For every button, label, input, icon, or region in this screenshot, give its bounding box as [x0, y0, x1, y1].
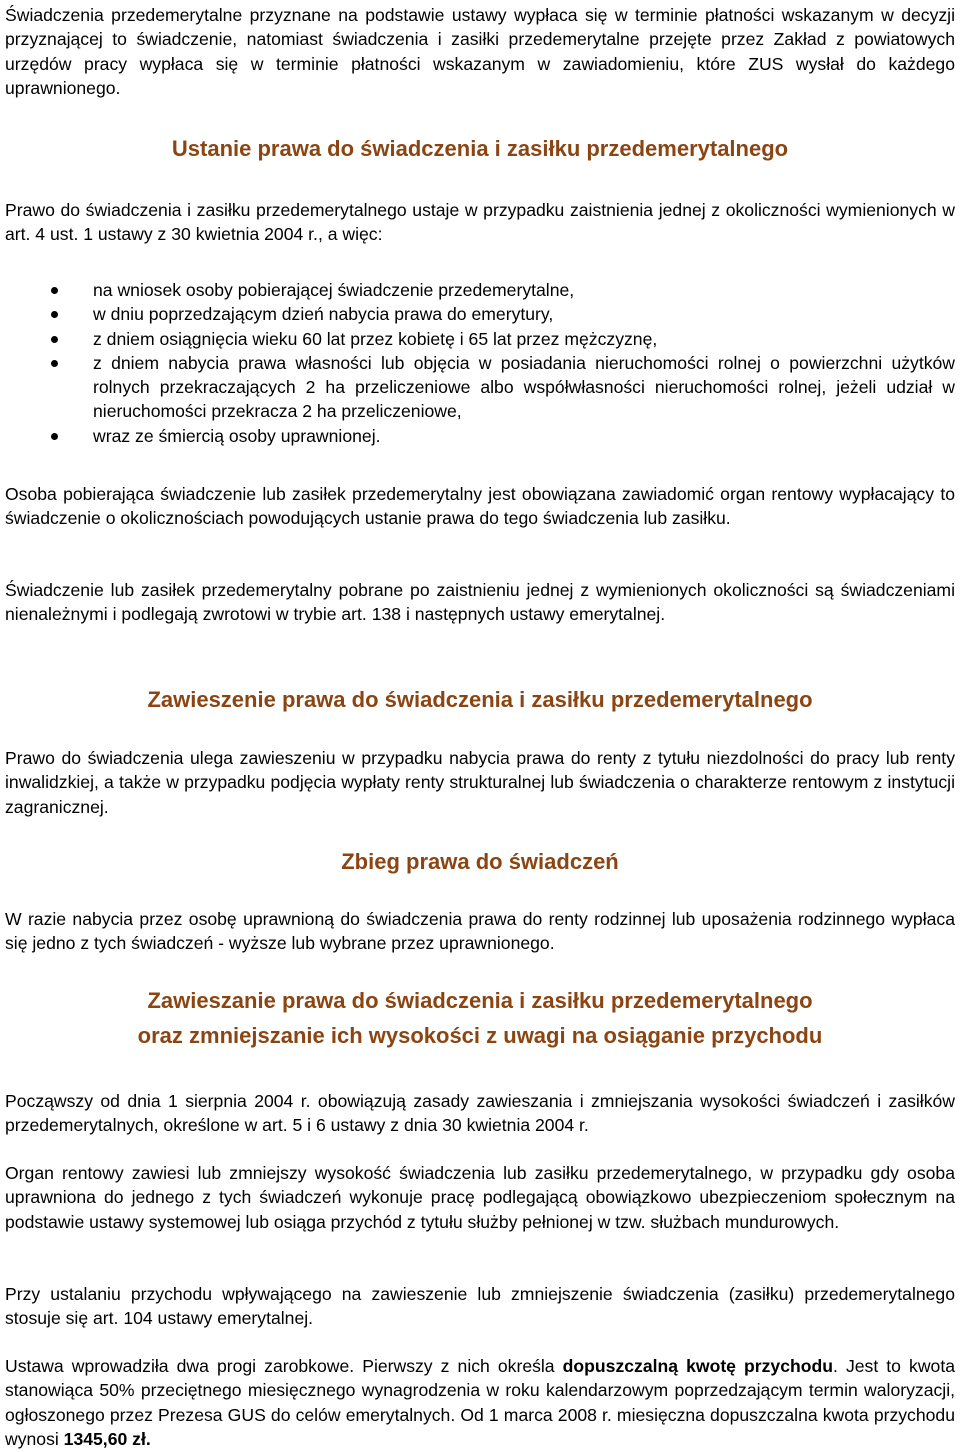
income-determination-paragraph: Przy ustalaniu przychodu wpływającego na zawieszenie lub zmniejszenie świadczenia (zasiłku) przedemerytalnego stosuje się art. 104 ustawy emerytalnej.: [5, 1284, 955, 1329]
income-thresholds-paragraph: [5, 1354, 955, 1451]
zawieszenie-paragraph: Prawo do świadczenia ulega zawieszeniu w przypadku nabycia prawa do renty z tytułu niezdolności do pracy lub renty inwalidzkiej, a także w przypadku podjęcia wypłaty renty strukturalnej lub świadczenia o charakterze rentowym z instytucji zagranicznej.: [5, 748, 955, 817]
rules-date-paragraph: Począwszy od dnia 1 sierpnia 2004 r. obowiązują zasady zawieszania i zmniejszania wysokości świadczeń i zasiłków przedemerytalnych, określone w art. 5 i 6 ustawy z dnia 30 kwietnia 2004 r.: [5, 1091, 955, 1136]
section-heading-zawieszanie-line2: oraz zmniejszanie ich wysokości z uwagi na osiąganie przychodu: [137, 1023, 823, 1048]
intro-paragraph: Świadczenia przedemerytalne przyznane na podstawie ustawy wypłaca się w terminie płatności wskazanym w decyzji przyznającej to świadczenie, natomiast świadczenia i zasiłki przedemerytalne przejęte przez Zakład z powiatowych urzędów pracy wypłaca się w terminie płatności wskazanym w zawiadomieniu, które ZUS wysłał do każdego uprawnionego.: [5, 5, 955, 98]
section-heading-zawieszenie: Zawieszenie prawa do świadczenia i zasiłku przedemerytalnego: [147, 687, 813, 712]
thresholds-text-1: Ustawa wprowadziła dwa progi zarobkowe. Pierwszy z nich określa: [5, 1356, 563, 1376]
allowed-income-amount: 1345,60 zł.: [63, 1428, 151, 1449]
section-heading-zawieszanie-line1: Zawieszanie prawa do świadczenia i zasiłku przedemerytalnego: [147, 988, 813, 1013]
bullet-icon: [51, 433, 58, 440]
list-item: [5, 302, 955, 326]
organ-rentowy-paragraph: Organ rentowy zawiesi lub zmniejszy wysokość świadczenia lub zasiłku przedemerytalnego, w przypadku gdy osoba uprawniona do jednego z tych świadczeń wykonuje pracę podlegającą obowiązkowo ubezpieczeniom społecznym na podstawie ustawy systemowej lub osiąga przychód z tytułu służby pełnionej w tzw. służbach mundurowych.: [5, 1163, 955, 1232]
list-item-text: na wniosek osoby pobierającej świadczenie przedemerytalne,: [93, 280, 575, 300]
bullet-icon: [51, 311, 58, 318]
zbieg-paragraph: W razie nabycia przez osobę uprawnioną do świadczenia prawa do renty rodzinnej lub uposażenia rodzinnego wypłaca się jedno z tych świadczeń - wyższe lub wybrane przez uprawnionego.: [5, 909, 955, 954]
allowed-income-term: dopuszczalną kwotę przychodu: [562, 1356, 833, 1376]
list-item-text: w dniu poprzedzającym dzień nabycia prawa do emerytury,: [93, 304, 554, 325]
notification-duty-paragraph: Osoba pobierająca świadczenie lub zasiłek przedemerytalny jest obowiązana zawiadomić organ rentowy wypłacający to świadczenie o okolicznościach powodujących ustanie prawa do tego świadczenia lub zasiłku.: [5, 484, 955, 529]
list-item-text: z dniem nabycia prawa własności lub objęcia w posiadania nieruchomości rolnej o powierzchni użytków rolnych przekraczających 2 ha przeliczeniowe albo współwłasności nieruchomości rolnej, jeżeli udział w nieruchomości przekracza 2 ha przeliczeniowe,: [93, 352, 955, 422]
section-heading-ustanie: Ustanie prawa do świadczenia i zasiłku przedemerytalnego: [171, 136, 789, 161]
list-item: [5, 351, 955, 424]
ustanie-paragraph: Prawo do świadczenia i zasiłku przedemerytalnego ustaje w przypadku zaistnienia jednej z okoliczności wymienionych w art. 4 ust. 1 ustawy z 30 kwietnia 2004 r., a więc:: [5, 200, 955, 245]
list-item: [5, 278, 955, 302]
bullet-icon: [51, 360, 58, 367]
list-item: [5, 327, 955, 351]
thresholds-text-2: . Jest to kwota stanowiąca 50% przeciętnego miesięcznego wynagrodzenia w roku kalendarzowym poprzedzającym termin waloryzacji, ogłoszonego przez Prezesa GUS do celów emerytalnych. Od 1 marca 2008 r. miesięczna dopuszczalna kwota przychodu wynosi: [5, 1356, 955, 1449]
section-heading-zbieg: Zbieg prawa do świadczeń: [341, 849, 619, 874]
bullet-icon: [51, 287, 58, 294]
list-item-text: wraz ze śmiercią osoby uprawnionej.: [93, 425, 381, 446]
undue-benefits-paragraph: Świadczenie lub zasiłek przedemerytalny pobrane po zaistnieniu jednej z wymienionych okoliczności są świadczeniami nienależnymi i podlegają zwrotowi w trybie art. 138 i następnych ustawy emerytalnej.: [5, 580, 955, 625]
bullet-icon: [51, 336, 58, 343]
ustanie-bullet-list: [5, 278, 955, 448]
list-item-text: z dniem osiągnięcia wieku 60 lat przez kobietę i 65 lat przez mężczyznę,: [93, 328, 658, 349]
list-item: [5, 424, 955, 448]
